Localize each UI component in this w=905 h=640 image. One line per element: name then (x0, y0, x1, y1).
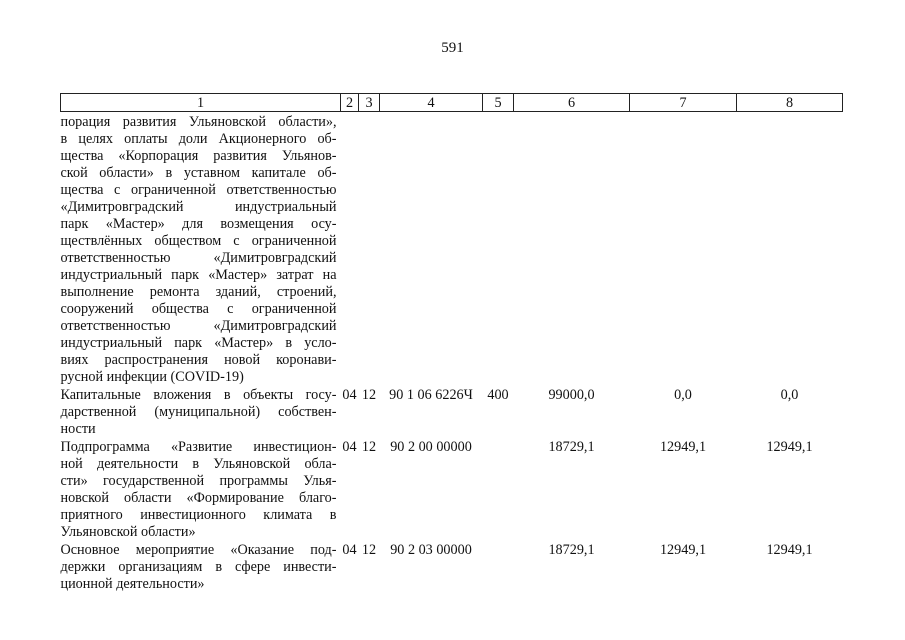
cell-razdel: 04 (342, 439, 357, 455)
cell-amount-col7: 12949,1 (659, 542, 707, 558)
cell-target-article (380, 112, 483, 387)
cell-podrazdel: 12 (361, 542, 377, 558)
description-line: ществлённых обществом с ограниченной (60, 233, 337, 249)
cell-amount-col8: 12949,1 (766, 439, 813, 455)
column-header-5: 5 (483, 94, 514, 112)
cell-expense-type (483, 541, 514, 593)
column-header-1: 1 (61, 94, 341, 112)
description-line: ответственностью «Димитровградский (60, 318, 337, 334)
cell-amount-col6: 18729,1 (548, 439, 595, 455)
description-line: Ульяновской области» (60, 524, 196, 540)
cell-amount-col7: 12949,1 (659, 439, 707, 455)
table-body (61, 112, 843, 594)
description-line: индустриальный парк «Мастер» в усло- (60, 335, 337, 351)
description-line: ционной деятельности» (60, 576, 205, 592)
cell-amount-col7 (630, 112, 737, 387)
description-line: порация развития Ульяновской области», (60, 114, 337, 130)
table-row (61, 386, 843, 438)
description-line: сти» государственной программы Улья- (60, 473, 337, 489)
cell-podrazdel: 12 (361, 387, 377, 403)
table-row (61, 438, 843, 541)
cell-target-article: 90 2 00 00000 (390, 439, 472, 455)
description-line: выполнение ремонта зданий, строений, (60, 284, 337, 300)
column-header-8: 8 (737, 94, 843, 112)
cell-amount-col8: 0,0 (780, 387, 799, 403)
column-header-6: 6 (514, 94, 630, 112)
column-header-7: 7 (630, 94, 737, 112)
description-line: Подпрограмма «Развитие инвестицион- (60, 439, 337, 455)
description-line: в целях оплаты доли Акционерного об- (60, 131, 337, 147)
description-line: ответственностью «Димитровградский (60, 250, 337, 266)
table-row (61, 541, 843, 593)
budget-table (60, 93, 843, 593)
cell-amount-col6: 18729,1 (548, 542, 595, 558)
cell-expense-type (483, 112, 514, 387)
description-line: держки организациям в сфере инвести- (60, 559, 337, 575)
description-line: ной деятельности в Ульяновской обла- (60, 456, 337, 472)
description-line: дарственной (муниципальной) собствен- (60, 404, 337, 420)
description-line: Основное мероприятие «Оказание под- (60, 542, 337, 558)
description-line: виях распространения новой коронави- (60, 352, 337, 368)
page-number: 591 (441, 40, 464, 56)
cell-razdel (341, 112, 359, 387)
cell-description (61, 112, 341, 387)
description-line: щества с ограниченной ответственностью (60, 182, 337, 198)
cell-amount-col6 (514, 112, 630, 387)
description-line: новской области «Формирование благо- (60, 490, 337, 506)
column-header-2: 2 (341, 94, 359, 112)
cell-amount-col7: 0,0 (674, 387, 692, 403)
cell-amount-col6: 99000,0 (548, 387, 595, 403)
cell-expense-type (483, 438, 514, 541)
cell-target-article: 90 1 06 6226Ч (389, 387, 473, 403)
cell-expense-type: 400 (487, 387, 509, 403)
header-row (61, 94, 843, 112)
description-line: сооружений общества с ограниченной (60, 301, 337, 317)
cell-description (61, 438, 341, 541)
cell-description (61, 386, 341, 438)
cell-amount-col8 (737, 112, 843, 387)
description-line: ской области» в уставном капитале об- (60, 165, 337, 181)
description-line: индустриальный парк «Мастер» затрат на (60, 267, 337, 283)
cell-amount-col8: 12949,1 (766, 542, 813, 558)
cell-razdel: 04 (342, 542, 357, 558)
description-line: щества «Корпорация развития Ульянов- (60, 148, 337, 164)
description-line: Капитальные вложения в объекты госу- (60, 387, 337, 403)
column-header-3: 3 (359, 94, 380, 112)
cell-podrazdel (359, 112, 380, 387)
column-header-4: 4 (380, 94, 483, 112)
description-line: русной инфекции (COVID-19) (60, 369, 244, 385)
cell-target-article: 90 2 03 00000 (390, 542, 472, 558)
cell-razdel: 04 (342, 387, 357, 403)
cell-podrazdel: 12 (361, 439, 377, 455)
description-line: приятного инвестиционного климата в (60, 507, 337, 523)
description-line: ности (60, 421, 96, 437)
description-line: парк «Мастер» для возмещения осу- (60, 216, 337, 232)
cell-description (61, 541, 341, 593)
description-line: «Димитровградский индустриальный (60, 199, 337, 215)
table-row (61, 112, 843, 387)
